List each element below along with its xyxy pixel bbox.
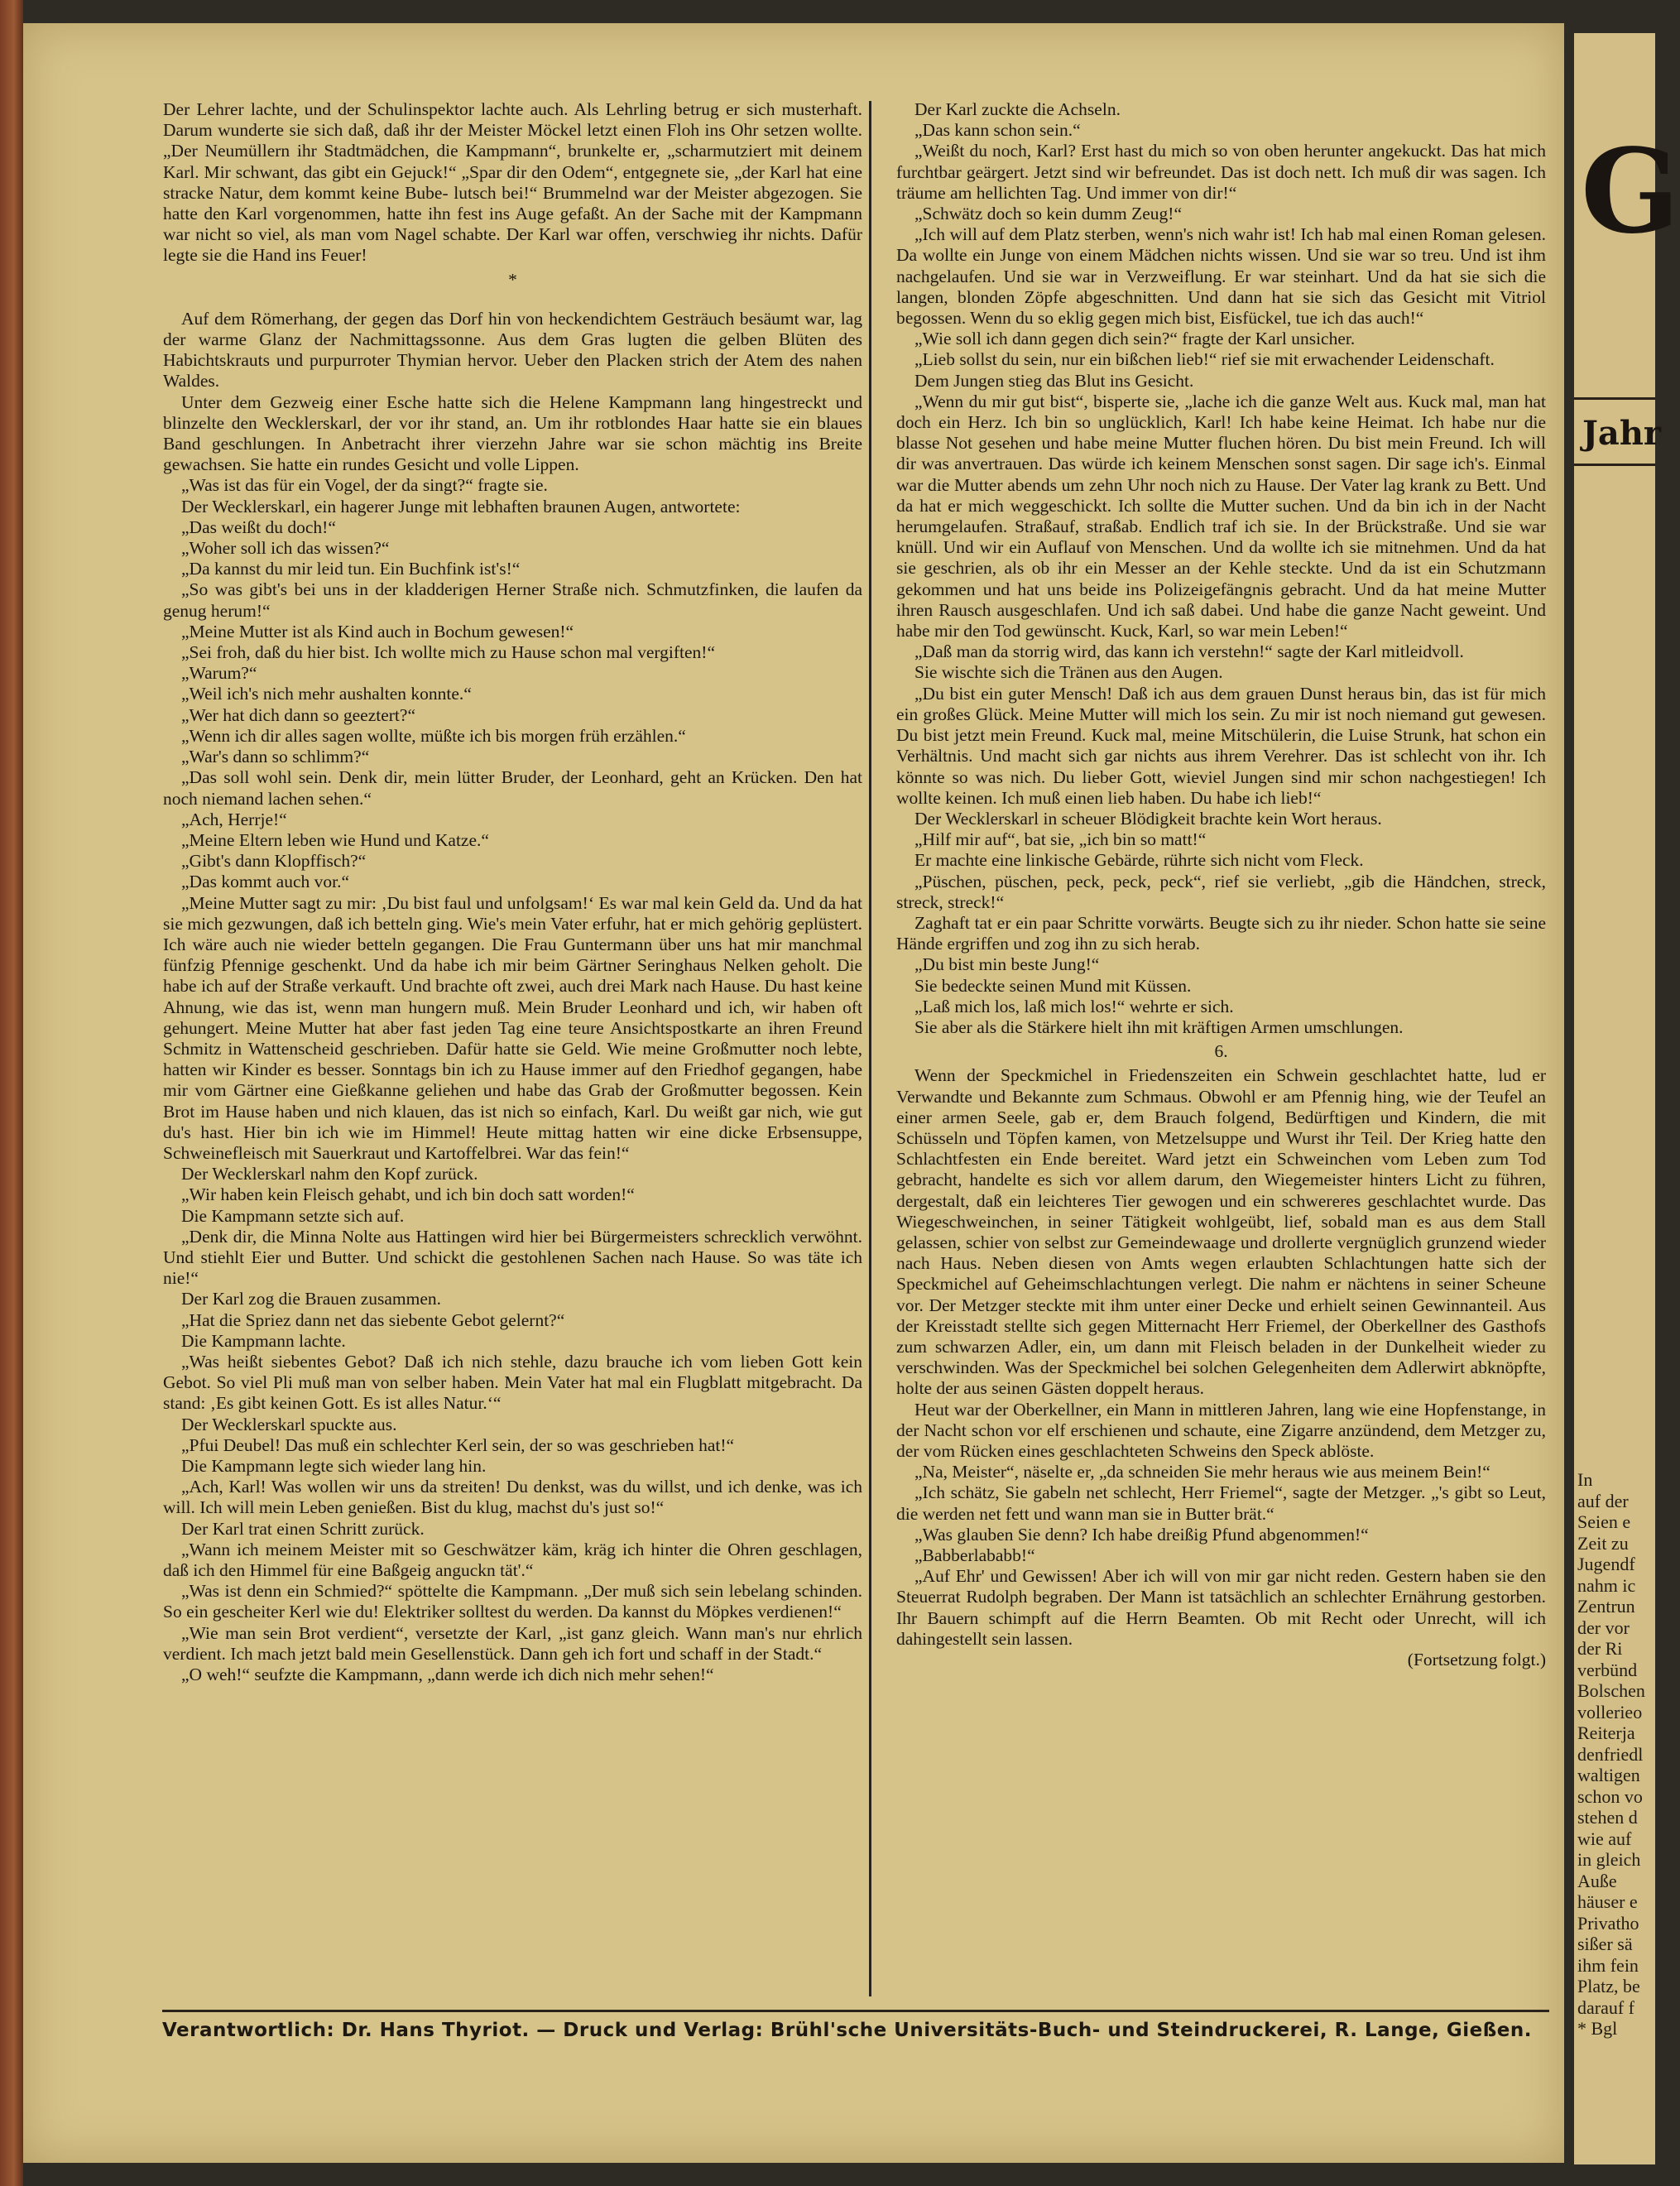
heading-rule — [1574, 464, 1655, 466]
paragraph: „Lieb sollst du sein, nur ein bißchen lieb!“ rief sie mit erwachender Leidenschaft. — [914, 349, 1495, 370]
paragraph: Die Kampmann setzte sich auf. — [181, 1205, 405, 1226]
paragraph: „Du bist ein guter Mensch! Daß ich aus dem grauen Dunst heraus bin, das ist für mich ein großes Glück. Meine Mutter will mich los sein. Zu mir ist noch niemand gut gewesen. Du bist jetzt mein Freund. Kuck mal, meine Mitschülerin, die Luise Strunk, hat schon ein Verhältnis. Und macht sich gar nichts aus ihrem Verehrer. Das ist schlecht von ihr. Ich könnte so was nich. Du lieber Gott, wieviel Jungen sind mir schon nachgestiegen! Ich wollte keinen. Ich muß einen lieb haben. Du habe ich lieb!“ — [896, 683, 1546, 808]
adjacent-fragment: * Bgl — [1577, 2018, 1618, 2039]
adjacent-fragment: der vor — [1577, 1617, 1630, 1638]
paragraph: „Du bist min beste Jung!“ — [914, 954, 1100, 975]
adjacent-fragment: nahm ic — [1577, 1574, 1636, 1596]
paragraph: Sie wischte sich die Tränen aus den Augen. — [914, 662, 1223, 683]
adjacent-fragment: Bolschen — [1577, 1680, 1645, 1701]
paragraph: „Ach, Herrje!“ — [181, 809, 287, 829]
imprint-footer: Verantwortlich: Dr. Hans Thyriot. — Druck und Verlag: Brühl'sche Universitäts-Buch- und Steindruckerei, R. Lange, Gießen. — [162, 2020, 1532, 2041]
section-asterisk: * — [508, 269, 517, 290]
left-column — [163, 99, 862, 1685]
paragraph: „Wenn du mir gut bist“, bisperte sie, „lache ich die ganze Welt aus. Kuck mal, man hat doch ein Herz. Ich bin so unglücklich, Karl! Ich habe keine Heimat. Ich habe nur die blasse Not gesehen und habe meine Mutter fluchen hören. Du bist mein Freund. Ich will dir was anvertrauen. Das würde ich keinem Menschen sonst sagen. Dir sage ich's. Einmal war die Mutter abends um zehn Uhr noch nich zu Hause. Der Vater lag krank zu Bett. Und da hat er mich weggeschickt. Ich sollte die Mutter suchen. Und da bin ich in der Nacht herumgelaufen. Straßauf, straßab. Endlich traf ich sie. In der Brückstraße. Und sie war knüll. Und wir ein Auflauf von Menschen. Und da wollte ich sie mitnehmen. Und da hat sie geschrien, als ob ihr ein Messer an der Kehle steckte. Und da ist ein Schutzmann gekommen und hat uns beide ins Polizeigefängnis gebracht. Und da hat meine Mutter ihren Rausch ausgeschlafen. Und ich saß dabei. Und habe die ganze Nacht geweint. Und habe mir den Tod gewünscht. Kuck, Karl, so war mein Leben!“ — [896, 391, 1546, 641]
paragraph: Der Wecklerskarl nahm den Kopf zurück. — [181, 1164, 478, 1184]
adjacent-fragment: Reiterja — [1577, 1722, 1635, 1743]
paragraph: „Wir haben kein Fleisch gehabt, und ich bin doch satt worden!“ — [181, 1184, 635, 1205]
adjacent-fragment: Privatho — [1577, 1912, 1639, 1934]
adjacent-fragment: auf der — [1577, 1490, 1629, 1511]
adjacent-page — [1574, 33, 1680, 2164]
paragraph: „Wann ich meinem Meister mit so Geschwätzer käm, kräg ich hinter die Ohren geschlagen, daß ich den Himmel für eine Baßgeig anguckn tät'.“ — [163, 1539, 862, 1581]
adjacent-fragment: schon vo — [1577, 1785, 1643, 1807]
paragraph: Unter dem Gezweig einer Esche hatte sich die Helene Kampmann lang hingestreckt und blinzelte den Wecklerskarl, der vor ihr stand, an. Um ihr rotblondes Haar hatte sie ein blaues Band geschlungen. In Anbetracht ihrer vierzehn Jahre war sie schon mächtig ins Breite gewachsen. Sie hatte ein rundes Gesicht und volle Lippen. — [163, 392, 862, 475]
paragraph: „Wie soll ich dann gegen dich sein?“ fragte der Karl unsicher. — [914, 329, 1356, 349]
adjacent-fragment: darauf f — [1577, 1996, 1635, 2018]
paragraph: „Denk dir, die Minna Nolte aus Hattingen wird hier bei Bürgermeisters schrecklich verwöhnt. Und stiehlt Eier und Butter. Und schickt die gestohlenen Sachen nach Hause. So was täte ich nie!“ — [163, 1226, 862, 1289]
paragraph: Sie bedeckte seinen Mund mit Küssen. — [914, 975, 1192, 996]
column-divider — [869, 101, 871, 1996]
adjacent-fragment: Zentrun — [1577, 1596, 1635, 1617]
paragraph: „Wer hat dich dann so geeztert?“ — [181, 704, 415, 725]
paragraph: „Das kann schon sein.“ — [914, 120, 1081, 141]
paragraph: Sie aber als die Stärkere hielt ihn mit kräftigen Armen umschlungen. — [914, 1016, 1404, 1037]
paragraph: „Meine Mutter ist als Kind auch in Bochum gewesen!“ — [181, 621, 574, 641]
paragraph: „Warum?“ — [181, 663, 257, 684]
paragraph: „Meine Mutter sagt zu mir: ‚Du bist faul und unfolgsam!‘ Es war mal kein Geld da. Und da hat sie mich gezwungen, daß ich betteln ging. Wie's mein Vater erfuhr, hat er mich gehörig geplüstert. Ich wäre auch nie wieder betteln gegangen. Die Frau Guntermann über uns hat mir manchmal fünfzig Pfennige geschenkt. Und da habe ich mir beim Gärtner Seringhaus Nelken geholt. Die habe ich auf der Straße verkauft. Und brachte oft zwei, auch drei Mark nach Hause. Du hast keine Ahnung, wie das ist, wenn man hungern muß. Mein Bruder Leonhard und ich, wir haben oft gehungert. Meine Mutter hat aber fast jeden Tag eine teure Ansichtspostkarte an ihren Freund Schmitz in Wattenscheid geschrieben. Dafür hatte sie Geld. Wie meine Großmutter noch lebte, hatten wir Kinder es besser. Sonntags bin ich zu Hause immer auf den Friedhof gegangen, habe mir vom Gärtner eine Gießkanne geliehen und habe das Grab der Großmutter begossen. Kein Brot im Hause haben und nich klauen, das ist nich so einfach, Karl. Du weißt gar nich, wie gut du's hast. Hier bin ich wie im Himmel! Heute mittag hatten wir eine dicke Erbsensuppe, Schweinefleisch mit Sauerkraut und Kartoffelbrei. War das fein!“ — [163, 892, 862, 1163]
paragraph: „Gibt's dann Klopffisch?“ — [181, 851, 367, 872]
adjacent-fragment: sißer sä — [1577, 1934, 1633, 1954]
adjacent-fragment: Zeit zu — [1577, 1532, 1629, 1554]
adjacent-fragment: denfriedl — [1577, 1743, 1644, 1765]
paragraph: „Pfui Deubel! Das muß ein schlechter Kerl sein, der so was geschrieben hat!“ — [181, 1434, 735, 1455]
continued-note: (Fortsetzung folgt.) — [1407, 1650, 1546, 1670]
paragraph: „Ich schätz, Sie gabeln net schlecht, Herr Friemel“, sagte der Metzger. „'s gibt so Leut, die werden net fett und wann man sie in Butter brät.“ — [896, 1482, 1546, 1524]
adjacent-fragment: häuser e — [1577, 1891, 1638, 1912]
masthead-letter: G — [1581, 124, 1680, 260]
right-column — [896, 99, 1546, 1670]
paragraph: „Ich will auf dem Platz sterben, wenn's nich wahr ist! Ich hab mal einen Roman gelesen. Da wollte ein Junge von einem Mädchen nichts wissen. Und sie war so treu. Und ist ihm nachgelaufen. Und sie war in Verzweiflung. Er war steinhart. Und da hat sie sich die langen, blonden Zöpfe abgeschnitten. Und dann hat sie sich das Gesicht mit Vitriol begossen. Wenn du so eklig gegen mich bist, Eisfückel, tue ich das auch!“ — [896, 224, 1546, 329]
paragraph: „Sei froh, daß du hier bist. Ich wollte mich zu Hause schon mal vergiften!“ — [181, 642, 716, 663]
adjacent-fragment: der Ri — [1577, 1638, 1623, 1659]
adjacent-fragment: verbünd — [1577, 1659, 1638, 1680]
paragraph: „Meine Eltern leben wie Hund und Katze.“ — [181, 829, 489, 850]
paragraph: „Was ist denn ein Schmied?“ spöttelte die Kampmann. „Der muß sich sein lebelang schinden. So ein gescheiter Kerl wie du! Elektriker solltest du werden. Da kannst du Möpkes verdienen!“ — [163, 1581, 862, 1622]
paragraph: „Das kommt auch vor.“ — [181, 872, 350, 892]
adjacent-fragment: Platz, be — [1577, 1976, 1640, 1996]
paragraph: „Weil ich's nich mehr aushalten konnte.“ — [181, 684, 472, 704]
paragraph: „Wie man sein Brot verdient“, versetzte der Karl, „ist ganz gleich. Wann man's nur ehrlich verdient. Ich mach jetzt bald mein Gesellenstück. Dann geh ich fort und schaff in der Stadt.“ — [163, 1622, 862, 1664]
footer-rule — [162, 2010, 1549, 2012]
paragraph: Die Kampmann lachte. — [181, 1330, 346, 1351]
book-binding — [0, 0, 23, 2186]
adjacent-fragment: Auße — [1577, 1870, 1617, 1891]
adjacent-fragment: waltigen — [1577, 1765, 1640, 1785]
paragraph: Die Kampmann legte sich wieder lang hin. — [181, 1456, 487, 1476]
paragraph: „Auf Ehr' und Gewissen! Aber ich will von mir gar nicht reden. Gestern haben sie den Steuerrat Rudolph begraben. Der Mann ist tatsächlich an schlechter Ernährung gestorben. Ihr Bauern schimpft auf die Herrn Beamten. Ob mit Recht oder Unrecht, will ich dahingestellt sein lassen. — [896, 1566, 1546, 1649]
adjacent-fragment: Jugendf — [1577, 1554, 1635, 1574]
paragraph: „Was glauben Sie denn? Ich habe dreißig Pfund abgenommen!“ — [914, 1524, 1369, 1545]
paragraph: „Daß man da storrig wird, das kann ich verstehn!“ sagte der Karl mitleidvoll. — [914, 641, 1464, 662]
paragraph: Zaghaft tat er ein paar Schritte vorwärts. Beugte sich zu ihr nieder. Schon hatte sie seine Hände ergriffen und zog ihn zu sich herab. — [896, 912, 1546, 954]
paragraph: Der Wecklerskarl, ein hagerer Junge mit lebhaften braunen Augen, antwortete: — [181, 496, 741, 516]
paragraph: „O weh!“ seufzte die Kampmann, „dann werde ich dich nich mehr sehen!“ — [181, 1665, 714, 1685]
adjacent-fragment: In — [1577, 1469, 1593, 1490]
paragraph: „Was heißt siebentes Gebot? Daß ich nich stehle, dazu brauche ich vom lieben Gott kein Gebot. So viel Pli muß man von selber haben. Mein Vater hat mal ein Flugblatt mitgebracht. Da stand: ‚Es gibt keinen Gott. Es ist alles Natur.‘“ — [163, 1351, 862, 1414]
paragraph: „Weißt du noch, Karl? Erst hast du mich so von oben herunter angekuckt. Das hat mich furchtbar geärgert. Jetzt sind wir befreundet. Das ist doch nett. Ich muß dir was sagen. Ich träume am hellichten Tag. Und immer von dir!“ — [896, 141, 1546, 203]
adjacent-fragment: wie auf — [1577, 1828, 1632, 1849]
paragraph: „Laß mich los, laß mich los!“ wehrte er sich. — [914, 996, 1234, 1016]
adjacent-heading: Jahr — [1582, 414, 1661, 453]
paragraph: Der Wecklerskarl in scheuer Blödigkeit brachte kein Wort heraus. — [914, 808, 1382, 829]
paragraph: „Na, Meister“, näselte er, „da schneiden Sie mehr heraus wie aus meinem Bein!“ — [914, 1462, 1490, 1482]
adjacent-fragment: Seien e — [1577, 1511, 1631, 1532]
paragraph: „Was ist das für ein Vogel, der da singt?“ fragte sie. — [181, 475, 548, 496]
paragraph: Der Karl trat einen Schritt zurück. — [181, 1518, 425, 1539]
paragraph: Der Lehrer lachte, und der Schulinspektor lachte auch. Als Lehrling betrug er sich musterhaft. Darum wunderte sie sich daß, daß ihr der Meister Möckel letzt einen Floh ins Ohr setzen wollte. „Der Neumüllern ihr Stadtmädchen, die Kampmann“, brunkelte er, „scharmutziert mit deinem Karl. Mir schwant, das gibt ein Gejuck!“ „Spar dir den Odem“, entgegnete sie, „der Karl hat eine stracke Natur, dem kommt keine Bube- lutsch bei!“ Brummelnd war der Meister abgezogen. Sie hatte den Karl vorgenommen, hatte ihn fest ins Auge gefaßt. An der Sache mit der Kampmann war nicht so viel, als man vom Nagel schabte. Der Karl war offen, verschwieg ihr nichts. Dafür legte sie die Hand ins Feuer! — [163, 99, 862, 266]
paragraph: Auf dem Römerhang, der gegen das Dorf hin von heckendichtem Gesträuch besäumt war, lag der warme Glanz der Nachmittagssonne. Aus dem Gras lugten die gelben Blüten des Habichtskrauts und purpurroter Thymian hervor. Ueber den Placken strich der Atem des nahen Waldes. — [163, 308, 862, 392]
paragraph: Der Karl zuckte die Achseln. — [914, 99, 1121, 119]
paragraph: „Hilf mir auf“, bat sie, „ich bin so matt!“ — [914, 829, 1207, 850]
paragraph: „Babberlababb!“ — [914, 1545, 1035, 1566]
paragraph: „Ach, Karl! Was wollen wir uns da streiten! Du denkst, was du willst, und ich denke, was ich will. Ich will mein Leben genießen. Bist du klug, machst du's just so!“ — [163, 1477, 862, 1518]
paragraph: „Püschen, püschen, peck, peck, peck“, rief sie verliebt, „gib die Händchen, streck, streck, streck!“ — [896, 871, 1546, 912]
paragraph: „Schwätz doch so kein dumm Zeug!“ — [914, 204, 1183, 224]
adjacent-fragment: stehen d — [1577, 1807, 1638, 1828]
paragraph: Dem Jungen stieg das Blut ins Gesicht. — [914, 370, 1194, 391]
paragraph: Wenn der Speckmichel in Friedenszeiten ein Schwein geschlachtet hatte, lud er Verwandte und Bekannte zum Schmaus. Obwohl er am Pfennig hing, wie der Teufel an einer armen Seele, gab er, dem Brauch folgend, Bedürftigen und Kindern, die mit Schüsseln und Töpfen kamen, von Metzelsuppe und Wurst ihr Teil. Der Krieg hatte den Schlachtfesten ein Ende bereitet. Ward jetzt ein Schweinchen vom Leben zum Tod gebracht, handelte es sich vor allem darum, den Wiegemeister hinters Licht zu führen, dergestalt, daß ein leichteres Tier gewogen und ein schwereres geschlachtet wurde. Das Wiegeschweinchen, in seiner Tätigkeit wohlgeübt, lief, sobald man es aus dem Stall gelassen, schier von selbst zur Gemeindewaage und drollerte vergnüglich grunzend wieder nach Haus. Neben diesen von Amts wegen erlaubten Schlachtungen hatte sich der Speckmichel auf Geheimschlachtungen verlegt. Die nahm er nächtens in seiner Scheune vor. Der Metzger steckte mit ihm unter einer Decke und erhielt seinen Gewinnanteil. Aus der Kreisstadt stellte sich gegen Mitternacht Herr Friemel, der Oberkellner des Gasthofs zum schwarzen Adler, ein, um dann mit Fleisch beladen in der Dunkelheit wieder zu verschwinden. Was der Speckmichel bei solchen Gelegenheiten dem Adlerwirt abknöpfte, holte der aus seinen Gästen doppelt heraus. — [896, 1065, 1546, 1399]
paragraph: Der Karl zog die Brauen zusammen. — [181, 1289, 442, 1309]
paragraph: Er machte eine linkische Gebärde, rührte sich nicht vom Fleck. — [914, 850, 1364, 871]
paragraph: „Hat die Spriez dann net das siebente Gebot gelernt?“ — [181, 1309, 565, 1330]
paragraph: „Das weißt du doch!“ — [181, 516, 336, 537]
paragraph: „War's dann so schlimm?“ — [181, 747, 370, 767]
adjacent-fragment: ihm fein — [1577, 1954, 1639, 1976]
masthead-rule — [1574, 397, 1655, 400]
paragraph: „Wenn ich dir alles sagen wollte, müßte ich bis morgen früh erzählen.“ — [181, 725, 686, 746]
section-number: 6. — [1214, 1041, 1228, 1062]
paragraph: Heut war der Oberkellner, ein Mann in mittleren Jahren, lang wie eine Hopfenstange, in der Nacht schon vor elf erschienen und schaute, eine Zigarre anzündend, dem Metzger zu, der vom Rücken eines geschlachteten Schweins den Speck ablöste. — [896, 1399, 1546, 1461]
paragraph: „Da kannst du mir leid tun. Ein Buchfink ist's!“ — [181, 559, 521, 579]
paragraph: Der Wecklerskarl spuckte aus. — [181, 1414, 397, 1434]
adjacent-fragment: in gleich — [1577, 1849, 1641, 1870]
paragraph: „Woher soll ich das wissen?“ — [181, 538, 390, 559]
adjacent-fragment: vollerieo — [1577, 1701, 1643, 1722]
paragraph: „So was gibt's bei uns in der kladderigen Herner Straße nich. Schmutzfinken, die laufen da genug herum!“ — [163, 579, 862, 621]
paragraph: „Das soll wohl sein. Denk dir, mein lütter Bruder, der Leonhard, geht an Krücken. Den hat noch niemand lachen sehen.“ — [163, 767, 862, 809]
